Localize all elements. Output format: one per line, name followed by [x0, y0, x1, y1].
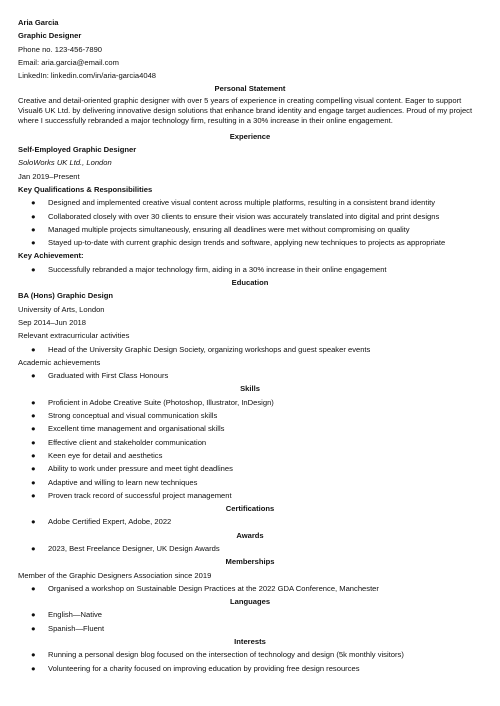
- academic-list: [18, 369, 482, 382]
- bullet-icon: ●: [31, 543, 36, 553]
- list-item: ● Managed multiple projects simultaneously, ensuring all deadlines were met without compromising on quality: [18, 223, 482, 236]
- extracurricular-list: [18, 343, 482, 356]
- memberships-list: [18, 582, 482, 595]
- section-heading-skills: Skills: [240, 384, 260, 394]
- email-address: Email: aria.garcia@email.com: [18, 57, 119, 67]
- list-item: ● Proficient in Adobe Creative Suite (Photoshop, Illustrator, InDesign): [18, 396, 482, 409]
- memberships-section: [18, 555, 482, 595]
- list-item: ● Successfully rebranded a major technology firm, aiding in a 30% increase in their online engagement: [18, 263, 482, 276]
- job-dates: Jan 2019–Present: [18, 171, 80, 181]
- section-heading-languages: Languages: [229, 597, 271, 607]
- list-item: ● Strong conceptual and visual communication skills: [18, 409, 482, 422]
- section-heading-awards: Awards: [236, 530, 264, 540]
- section-heading-experience: Experience: [229, 131, 271, 141]
- responsibilities-list: [18, 196, 482, 249]
- list-item: ● Adobe Certified Expert, Adobe, 2022: [18, 515, 482, 528]
- bullet-icon: ●: [31, 610, 36, 620]
- education-dates: Sep 2014–Jun 2018: [18, 317, 86, 327]
- personal-statement-text: Creative and detail-oriented graphic designer with over 5 years of experience in creating compelling visual content. Eager to support Visual6 UK Ltd. by delivering innovative design solutions that enhance brand identity and engage target audiences. Proud of my project where I successfully rebranded a major technology firm, resulting in a 30% increase in their online engagement.: [18, 95, 473, 125]
- school-name: University of Arts, London: [18, 304, 105, 314]
- bullet-icon: ●: [31, 464, 36, 474]
- list-item: ● Stayed up-to-date with current graphic design trends and software, applying new techniques to projects as appropriate: [18, 236, 482, 249]
- job-title: Graphic Designer: [18, 31, 82, 41]
- awards-list: [18, 542, 482, 555]
- languages-list: [18, 608, 482, 635]
- bullet-icon: ●: [31, 663, 36, 673]
- company-name: SoloWorks UK Ltd., London: [18, 158, 112, 168]
- bullet-icon: ●: [31, 650, 36, 660]
- section-heading-interests: Interests: [234, 637, 266, 647]
- bullet-icon: ●: [31, 424, 36, 434]
- bullet-icon: ●: [31, 583, 36, 593]
- section-heading-memberships: Memberships: [225, 557, 275, 567]
- certifications-list: [18, 515, 482, 528]
- list-item: ● Running a personal design blog focused on the intersection of technology and design (5k monthly visitors): [18, 648, 482, 661]
- list-item: ● Designed and implemented creative visual content across multiple platforms, resulting in a consistent brand identity: [18, 196, 482, 209]
- list-item: ● Proven track record of successful project management: [18, 489, 482, 502]
- section-heading-education: Education: [231, 278, 269, 288]
- bullet-icon: ●: [31, 238, 36, 248]
- certifications-section: [18, 502, 482, 529]
- list-item: ● Effective client and stakeholder communication: [18, 436, 482, 449]
- bullet-icon: ●: [31, 477, 36, 487]
- section-heading-personal-statement: Personal Statement: [214, 84, 286, 94]
- bullet-icon: ●: [31, 397, 36, 407]
- experience-section: [18, 130, 482, 276]
- list-item: ● Adaptive and willing to learn new techniques: [18, 476, 482, 489]
- bullet-icon: ●: [31, 623, 36, 633]
- membership-intro: Member of the Graphic Designers Association since 2019: [18, 570, 212, 580]
- education-section: [18, 276, 482, 382]
- bullet-icon: ●: [31, 490, 36, 500]
- bullet-icon: ●: [31, 211, 36, 221]
- list-item: ● Volunteering for a charity focused on improving education by providing free design resources: [18, 662, 482, 675]
- list-item: ● Graduated with First Class Honours: [18, 369, 482, 382]
- bullet-icon: ●: [31, 437, 36, 447]
- bullet-icon: ●: [31, 344, 36, 354]
- contact-header: [18, 16, 482, 82]
- bullet-icon: ●: [31, 224, 36, 234]
- list-item: ● Collaborated closely with over 30 clients to ensure their vision was accurately translated into digital and print designs: [18, 210, 482, 223]
- bullet-icon: ●: [31, 198, 36, 208]
- linkedin-url: LinkedIn: linkedin.com/in/aria-garcia4048: [18, 71, 157, 81]
- awards-section: [18, 529, 482, 556]
- languages-section: [18, 595, 482, 635]
- interests-list: [18, 648, 482, 675]
- bullet-icon: ●: [31, 450, 36, 460]
- list-item: ● Ability to work under pressure and meet tight deadlines: [18, 462, 482, 475]
- qualifications-heading: Key Qualifications & Responsibilities: [18, 184, 153, 194]
- list-item: ● 2023, Best Freelance Designer, UK Design Awards: [18, 542, 482, 555]
- bullet-icon: ●: [31, 371, 36, 381]
- list-item: ● English—Native: [18, 608, 482, 621]
- section-heading-certifications: Certifications: [225, 504, 275, 514]
- list-item: ● Spanish—Fluent: [18, 622, 482, 635]
- bullet-icon: ●: [31, 264, 36, 274]
- bullet-icon: ●: [31, 411, 36, 421]
- bullet-icon: ●: [31, 517, 36, 527]
- achievement-heading: Key Achievement:: [18, 251, 84, 261]
- interests-section: [18, 635, 482, 675]
- list-item: ● Organised a workshop on Sustainable Design Practices at the 2022 GDA Conference, Manchester: [18, 582, 482, 595]
- skills-section: [18, 382, 482, 502]
- phone-number: Phone no. 123-456-7890: [18, 44, 103, 54]
- list-item: ● Keen eye for detail and aesthetics: [18, 449, 482, 462]
- job-role: Self-Employed Graphic Designer: [18, 145, 137, 155]
- extracurricular-heading: Relevant extracurricular activities: [18, 331, 130, 341]
- skills-list: [18, 396, 482, 502]
- candidate-name: Aria Garcia: [18, 18, 59, 27]
- list-item: ● Excellent time management and organisational skills: [18, 422, 482, 435]
- academic-heading: Academic achievements: [18, 357, 101, 367]
- achievements-list: [18, 263, 482, 276]
- degree-name: BA (Hons) Graphic Design: [18, 291, 114, 301]
- personal-statement-section: [18, 82, 482, 125]
- list-item: ● Head of the University Graphic Design Society, organizing workshops and guest speaker events: [18, 343, 482, 356]
